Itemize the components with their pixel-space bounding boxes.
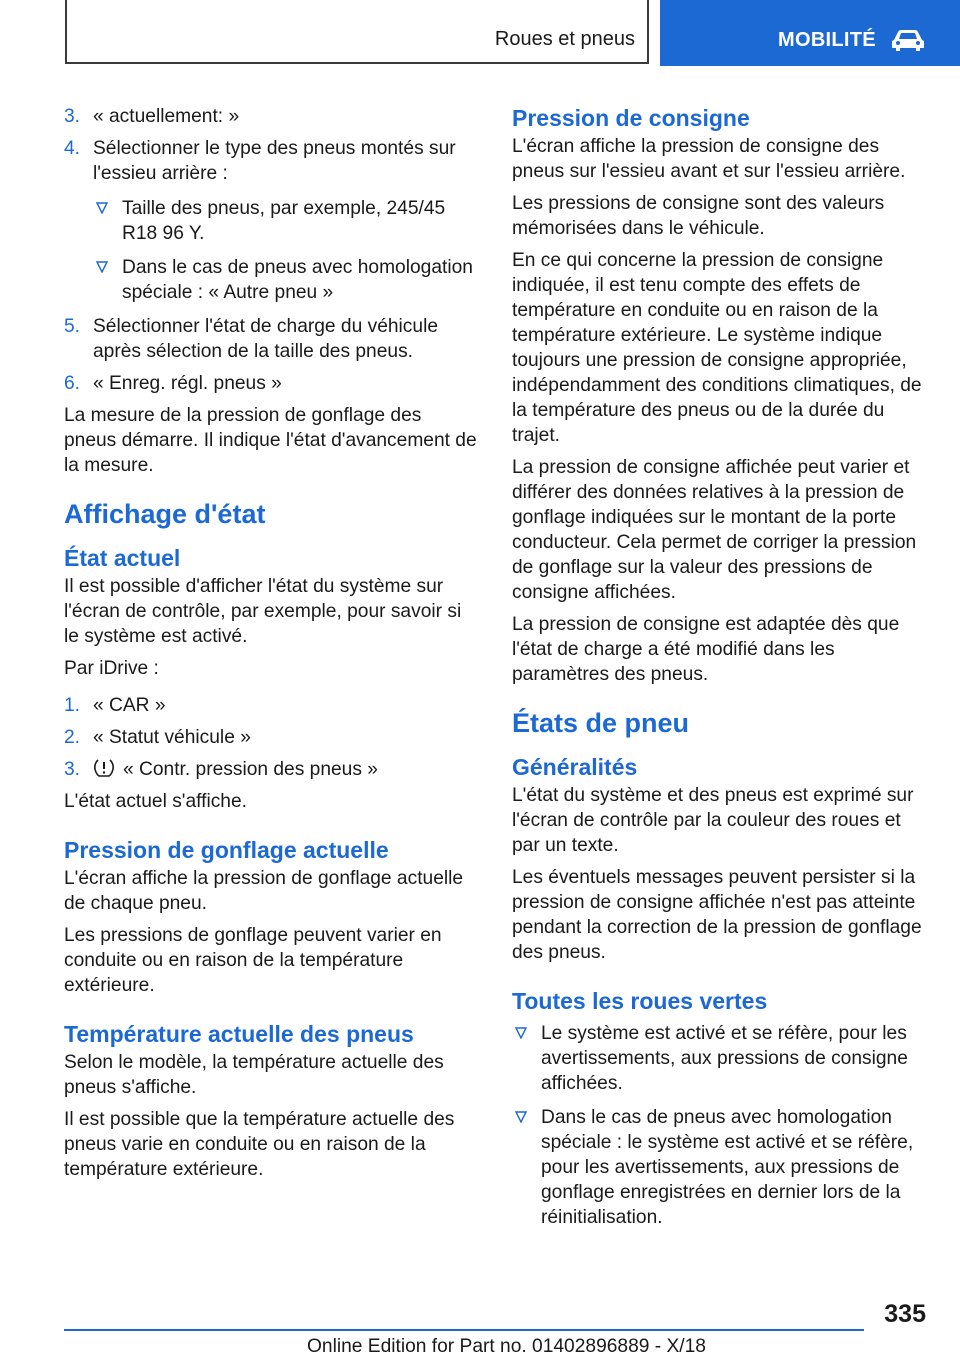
- heading-etats-pneu: États de pneu: [512, 708, 690, 738]
- paragraph: L'état du système et des pneus est exprimé sur l'écran de contrôle par la couleur des roues et par un texte.: [512, 785, 914, 856]
- step-item: [64, 757, 478, 782]
- left-column: [64, 104, 478, 1189]
- page-header: [0, 0, 960, 66]
- paragraph: La pression de consigne est adaptée dès que l'état de charge a été modifié dans les paramètres des pneus.: [512, 614, 900, 685]
- bullet-triangle-icon: [96, 202, 108, 214]
- step-text: « Enreg. régl. pneus »: [93, 373, 282, 394]
- bullet-text: Le système est activé et se réfère, pour les avertissements, aux pressions de consigne affichées.: [541, 1023, 908, 1094]
- step-text: « Statut véhicule »: [93, 727, 251, 748]
- paragraph: En ce qui concerne la pression de consigne indiquée, il est tenu compte des effets de température en conduite ou en raison de la température extérieure. Le système indique toujours une pression de consigne appropriée, indépendamment des conditions climatiques, de la température des pneus ou de la durée du trajet.: [512, 250, 922, 446]
- bullet-text: Taille des pneus, par exemple, 245/45 R18 96 Y.: [122, 198, 446, 244]
- step-number: 3.: [64, 759, 81, 780]
- step-item: [64, 104, 478, 129]
- bullet-text: Dans le cas de pneus avec homologation spéciale : « Autre pneu »: [122, 257, 473, 303]
- paragraph: La mesure de la pression de gonflage des pneus démarre. Il indique l'état d'avancement de la mesure.: [64, 405, 477, 476]
- step-item: [64, 314, 478, 364]
- bullet-item: [64, 255, 478, 305]
- footer-rule: [64, 1329, 864, 1331]
- step-text: « CAR »: [93, 695, 166, 716]
- step-number: 4.: [64, 138, 81, 159]
- right-column: [512, 104, 924, 1239]
- step-item: [64, 371, 478, 396]
- tire-pressure-warning-icon: [93, 758, 115, 778]
- bullet-triangle-icon: [515, 1027, 527, 1039]
- bullet-triangle-icon: [96, 261, 108, 273]
- heading-temperature: Température actuelle des pneus: [64, 1021, 414, 1047]
- heading-pression-actuelle: Pression de gonflage actuelle: [64, 837, 389, 863]
- section-title: Roues et pneus: [494, 28, 635, 50]
- step-text: « actuellement: »: [93, 106, 240, 127]
- page-number: 335: [884, 1300, 926, 1328]
- step-number: 1.: [64, 695, 81, 716]
- paragraph: La pression de consigne affichée peut varier et différer des données relatives à la pression de gonflage indiquées sur le montant de la porte conducteur. Cela permet de corriger la pression de gonflage sur la valeur des pressions de consigne affichées.: [512, 457, 917, 603]
- step-item: [64, 136, 478, 186]
- step-text: « Contr. pression des pneus »: [123, 759, 378, 780]
- bullet-item: [64, 196, 478, 246]
- section-header-box: [65, 0, 649, 64]
- paragraph: L'écran affiche la pression de consigne des pneus sur l'essieu avant et sur l'essieu arrière.: [512, 136, 906, 182]
- chapter-tab-label: MOBILITÉ: [778, 29, 876, 51]
- bullet-item: [512, 1021, 924, 1096]
- step-text: Sélectionner le type des pneus montés sur l'essieu arrière :: [93, 138, 456, 184]
- bullet-triangle-icon: [515, 1111, 527, 1123]
- paragraph: Les pressions de consigne sont des valeurs mémorisées dans le véhicule.: [512, 193, 885, 239]
- step-item: [64, 693, 478, 718]
- bullet-text: Dans le cas de pneus avec homologation spéciale : le système est activé et se réfère, pour les avertissements, aux pressions de gonflage enregistrées en dernier lors de la réinitialisation.: [541, 1107, 914, 1228]
- heading-affichage: Affichage d'état: [64, 499, 266, 529]
- paragraph: Les éventuels messages peuvent persister si la pression de consigne affichée n'est pas atteinte pendant la correction de la pression de gonflage des pneus.: [512, 867, 922, 963]
- footer-edition: Online Edition for Part no. 01402896889 - X/18: [307, 1336, 706, 1357]
- step-number: 2.: [64, 727, 81, 748]
- step-number: 3.: [64, 106, 81, 127]
- paragraph: Il est possible que la température actuelle des pneus varie en conduite ou en raison de la température extérieure.: [64, 1109, 455, 1180]
- step-number: 6.: [64, 373, 81, 394]
- paragraph: Il est possible d'afficher l'état du système sur l'écran de contrôle, par exemple, pour savoir si le système est activé.: [64, 576, 462, 647]
- heading-generalites: Généralités: [512, 754, 638, 780]
- paragraph: Les pressions de gonflage peuvent varier en conduite ou en raison de la température extérieure.: [64, 925, 442, 996]
- step-number: 5.: [64, 316, 81, 337]
- chapter-tab: [660, 0, 960, 66]
- paragraph: L'état actuel s'affiche.: [64, 791, 247, 812]
- heading-consigne: Pression de consigne: [512, 105, 750, 131]
- paragraph: Selon le modèle, la température actuelle des pneus s'affiche.: [64, 1052, 444, 1098]
- bullet-item: [512, 1105, 924, 1230]
- heading-roues-vertes: Toutes les roues vertes: [512, 988, 768, 1014]
- step-item: [64, 725, 478, 750]
- step-text: Sélectionner l'état de charge du véhicule après sélection de la taille des pneus.: [93, 316, 439, 362]
- heading-etat-actuel: État actuel: [64, 545, 181, 571]
- car-icon: [890, 28, 926, 52]
- paragraph: L'écran affiche la pression de gonflage actuelle de chaque pneu.: [64, 868, 464, 914]
- paragraph: Par iDrive :: [64, 658, 159, 679]
